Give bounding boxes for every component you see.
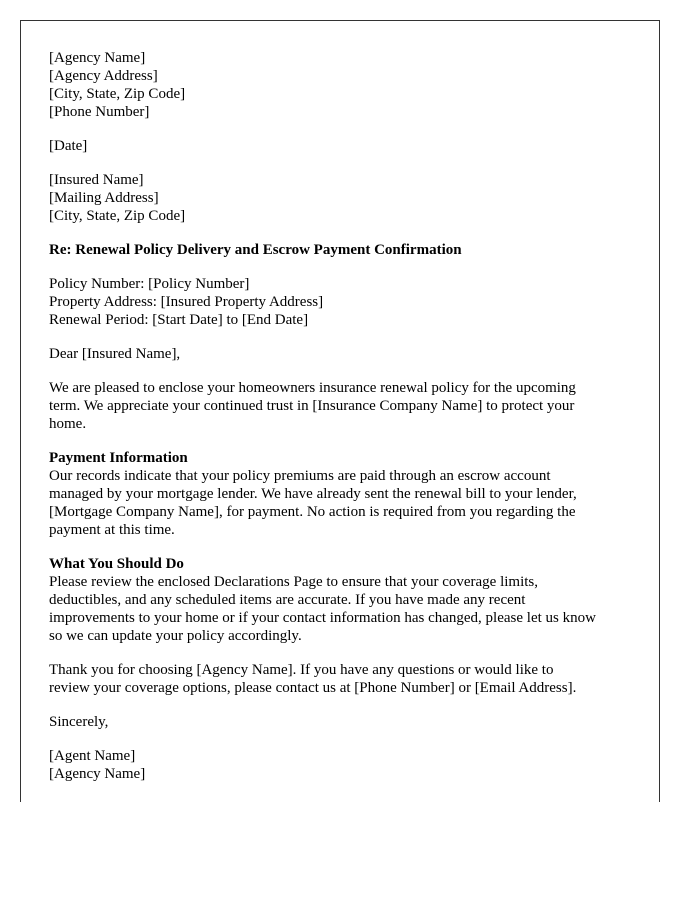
sender-address — [49, 49, 649, 121]
letter-date — [49, 137, 649, 155]
intro-line: home. — [49, 416, 87, 432]
closing-para-line: Thank you for choosing [Agency Name]. If you have any questions or would like to — [49, 662, 554, 678]
payment-line: managed by your mortgage lender. We have already sent the renewal bill to your lender, — [49, 486, 577, 502]
payment-heading: Payment Information — [49, 450, 188, 466]
actions-heading: What You Should Do — [49, 556, 184, 572]
recipient-city-state-zip: [City, State, Zip Code] — [49, 208, 186, 224]
closing-para-line: review your coverage options, please contact us at [Phone Number] or [Email Address]. — [49, 680, 577, 696]
actions-line: so we can update your policy accordingly. — [49, 628, 302, 644]
complimentary-close — [49, 713, 649, 731]
intro-paragraph — [49, 379, 649, 433]
subject-line — [49, 241, 649, 259]
actions-section — [49, 555, 649, 645]
recipient-address — [49, 171, 649, 225]
actions-line: improvements to your home or if your contact information has changed, please let us know — [49, 610, 596, 626]
intro-line: term. We appreciate your continued trust in [Insurance Company Name] to protect your — [49, 398, 575, 414]
renewal-period: Renewal Period: [Start Date] to [End Date] — [49, 312, 309, 328]
sender-phone: [Phone Number] — [49, 104, 150, 120]
property-address: Property Address: [Insured Property Address] — [49, 294, 324, 310]
payment-section — [49, 449, 649, 539]
salutation — [49, 345, 649, 363]
letter-body — [49, 49, 649, 799]
recipient-mailing-address: [Mailing Address] — [49, 190, 159, 206]
policy-number: Policy Number: [Policy Number] — [49, 276, 250, 292]
agent-name: [Agent Name] — [49, 748, 136, 764]
closing-paragraph — [49, 661, 649, 697]
payment-line: [Mortgage Company Name], for payment. No action is required from you regarding the — [49, 504, 576, 520]
sender-city-state-zip: [City, State, Zip Code] — [49, 86, 186, 102]
actions-line: deductibles, and any scheduled items are accurate. If you have made any recent — [49, 592, 526, 608]
subject-text: Re: Renewal Policy Delivery and Escrow Payment Confirmation — [49, 242, 462, 258]
payment-line: payment at this time. — [49, 522, 175, 538]
date-text: [Date] — [49, 138, 88, 154]
recipient-name: [Insured Name] — [49, 172, 144, 188]
salutation-text: Dear [Insured Name], — [49, 346, 181, 362]
letter-page — [20, 20, 660, 802]
sender-agency-name: [Agency Name] — [49, 50, 146, 66]
closing-text: Sincerely, — [49, 714, 109, 730]
actions-line: Please review the enclosed Declarations Page to ensure that your coverage limits, — [49, 574, 538, 590]
signature-block — [49, 747, 649, 783]
intro-line: We are pleased to enclose your homeowners insurance renewal policy for the upcoming — [49, 380, 576, 396]
policy-details — [49, 275, 649, 329]
sender-agency-address: [Agency Address] — [49, 68, 158, 84]
signature-agency-name: [Agency Name] — [49, 766, 146, 782]
payment-line: Our records indicate that your policy premiums are paid through an escrow account — [49, 468, 551, 484]
